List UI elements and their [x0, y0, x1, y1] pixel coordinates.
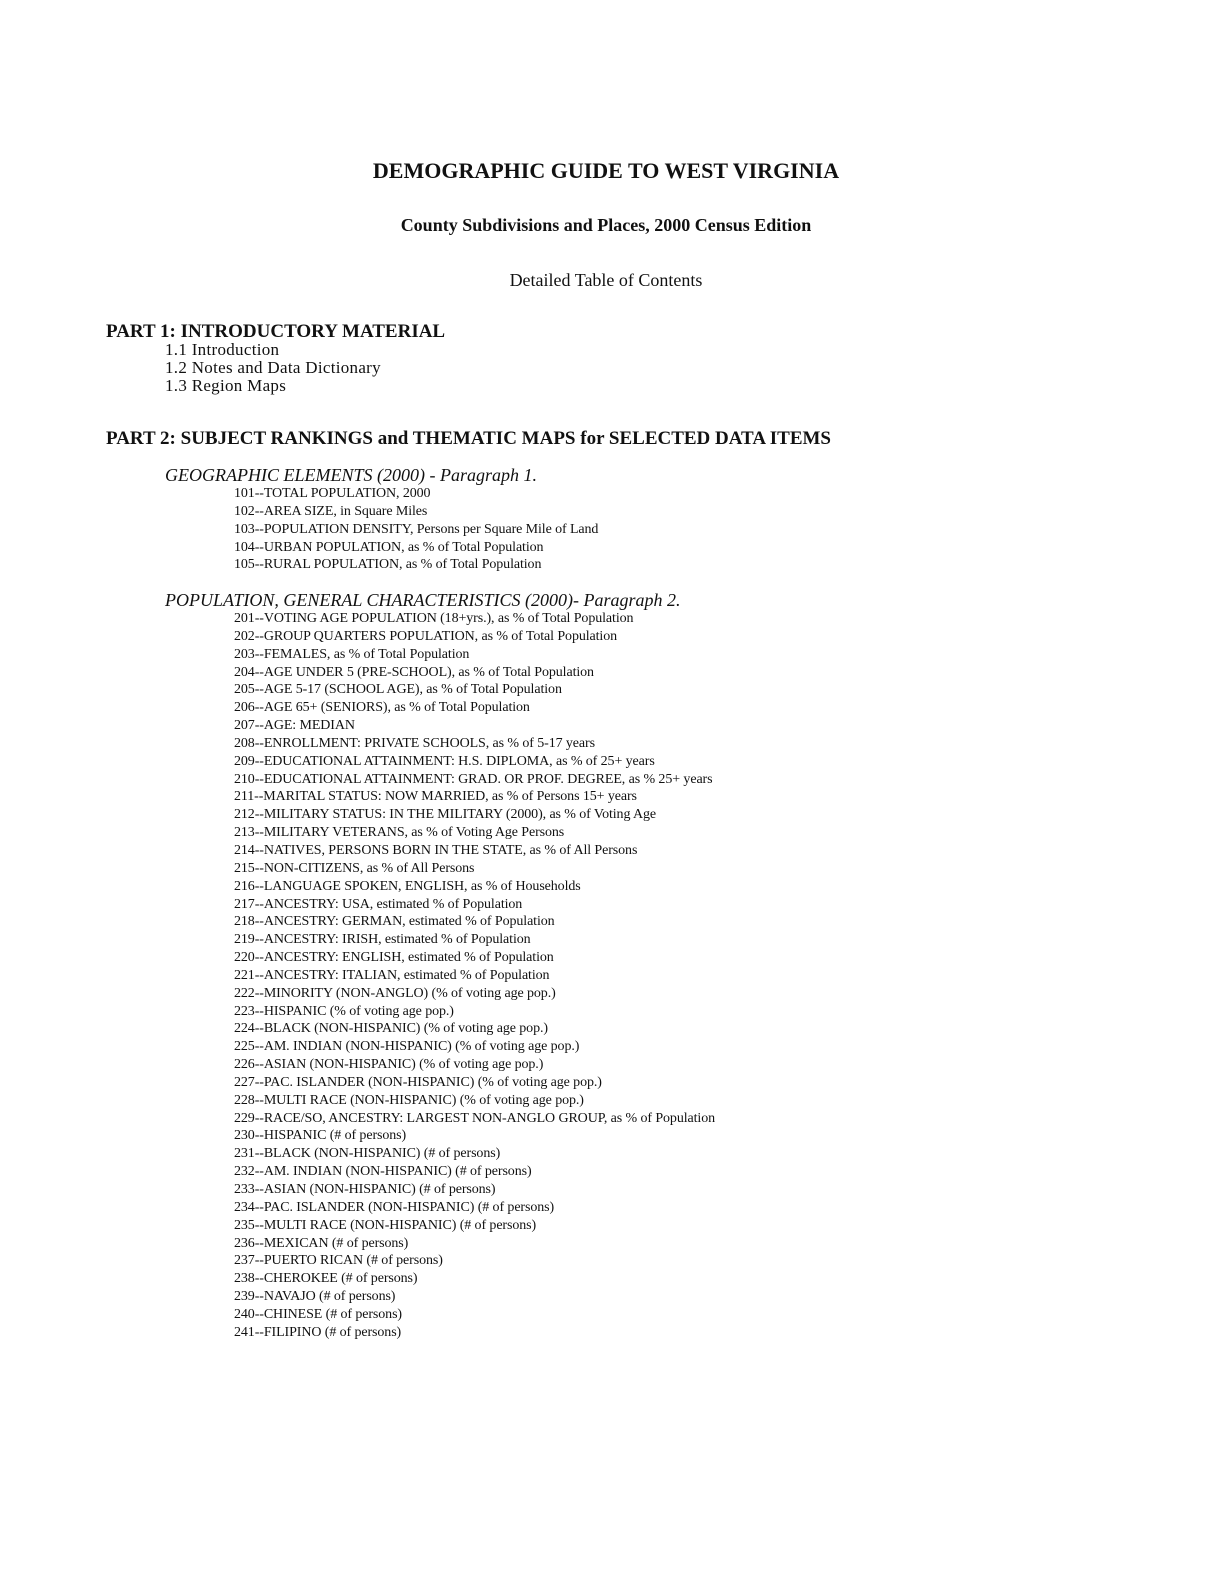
toc-entry: 216--LANGUAGE SPOKEN, ENGLISH, as % of Households — [234, 878, 581, 894]
toc-entry: 236--MEXICAN (# of persons) — [234, 1235, 409, 1251]
toc-entry: 217--ANCESTRY: USA, estimated % of Population — [234, 896, 523, 912]
toc-entry: 239--NAVAJO (# of persons) — [234, 1289, 396, 1305]
toc-entry: 237--PUERTO RICAN (# of persons) — [234, 1253, 443, 1269]
toc-entry: 223--HISPANIC (% of voting age pop.) — [234, 1003, 454, 1019]
toc-entry: 235--MULTI RACE (NON-HISPANIC) (# of persons) — [234, 1217, 537, 1233]
toc-entry: 204--AGE UNDER 5 (PRE-SCHOOL), as % of Total Population — [234, 664, 594, 680]
toc-entry: 219--ANCESTRY: IRISH, estimated % of Population — [234, 932, 531, 948]
section-list-geographic — [234, 485, 598, 574]
toc-entry: 229--RACE/SO, ANCESTRY: LARGEST NON-ANGLO GROUP, as % of Population — [234, 1110, 715, 1126]
toc-entry: 224--BLACK (NON-HISPANIC) (% of voting age pop.) — [234, 1021, 548, 1037]
toc-entry: 221--ANCESTRY: ITALIAN, estimated % of Population — [234, 967, 550, 983]
part2-heading: PART 2: SUBJECT RANKINGS and THEMATIC MAPS for SELECTED DATA ITEMS — [106, 428, 831, 449]
section-heading-population: POPULATION, GENERAL CHARACTERISTICS (2000)- Paragraph 2. — [165, 590, 681, 610]
toc-entry: 105--RURAL POPULATION, as % of Total Population — [234, 557, 542, 573]
toc-entry: 102--AREA SIZE, in Square Miles — [234, 503, 428, 519]
document-subtitle: County Subdivisions and Places, 2000 Census Edition — [400, 215, 812, 235]
toc-entry: 213--MILITARY VETERANS, as % of Voting Age Persons — [234, 825, 565, 841]
toc-entry: 201--VOTING AGE POPULATION (18+yrs.), as % of Total Population — [234, 611, 634, 626]
toc-entry: 104--URBAN POPULATION, as % of Total Population — [234, 539, 544, 555]
toc-entry: 212--MILITARY STATUS: IN THE MILITARY (2000), as % of Voting Age — [234, 807, 657, 823]
section-list-population — [234, 610, 715, 1342]
toc-entry: 215--NON-CITIZENS, as % of All Persons — [234, 860, 475, 876]
part1-item: 1.3 Region Maps — [165, 376, 287, 395]
toc-entry: 228--MULTI RACE (NON-HISPANIC) (% of voting age pop.) — [234, 1092, 584, 1108]
toc-entry: 203--FEMALES, as % of Total Population — [234, 646, 470, 662]
toc-entry: 218--ANCESTRY: GERMAN, estimated % of Population — [234, 914, 555, 930]
toc-entry: 238--CHEROKEE (# of persons) — [234, 1271, 418, 1287]
toc-entry: 222--MINORITY (NON-ANGLO) (% of voting age pop.) — [234, 985, 556, 1001]
toc-entry: 232--AM. INDIAN (NON-HISPANIC) (# of persons) — [234, 1164, 532, 1180]
toc-entry: 211--MARITAL STATUS: NOW MARRIED, as % of Persons 15+ years — [234, 789, 637, 805]
toc-entry: 202--GROUP QUARTERS POPULATION, as % of Total Population — [234, 628, 618, 644]
toc-entry: 209--EDUCATIONAL ATTAINMENT: H.S. DIPLOMA, as % of 25+ years — [234, 753, 655, 769]
toc-entry: 210--EDUCATIONAL ATTAINMENT: GRAD. OR PROF. DEGREE, as % 25+ years — [234, 771, 713, 787]
part1-heading: PART 1: INTRODUCTORY MATERIAL — [106, 321, 446, 342]
toc-entry: 205--AGE 5-17 (SCHOOL AGE), as % of Total Population — [234, 682, 562, 698]
toc-entry: 220--ANCESTRY: ENGLISH, estimated % of Population — [234, 950, 554, 966]
toc-entry: 208--ENROLLMENT: PRIVATE SCHOOLS, as % of 5-17 years — [234, 735, 595, 751]
section-heading-geographic: GEOGRAPHIC ELEMENTS (2000) - Paragraph 1. — [165, 465, 537, 485]
part1-item: 1.2 Notes and Data Dictionary — [165, 358, 381, 377]
toc-entry: 206--AGE 65+ (SENIORS), as % of Total Population — [234, 700, 530, 716]
part1-item: 1.1 Introduction — [165, 340, 280, 359]
toc-entry: 234--PAC. ISLANDER (NON-HISPANIC) (# of persons) — [234, 1199, 555, 1215]
document-title: DEMOGRAPHIC GUIDE TO WEST VIRGINIA — [372, 158, 840, 183]
toc-entry: 101--TOTAL POPULATION, 2000 — [234, 486, 431, 501]
toc-entry: 231--BLACK (NON-HISPANIC) (# of persons) — [234, 1146, 501, 1162]
toc-entry: 225--AM. INDIAN (NON-HISPANIC) (% of voting age pop.) — [234, 1039, 580, 1055]
toc-entry: 227--PAC. ISLANDER (NON-HISPANIC) (% of voting age pop.) — [234, 1074, 602, 1090]
toc-entry: 233--ASIAN (NON-HISPANIC) (# of persons) — [234, 1182, 496, 1197]
toc-entry: 103--POPULATION DENSITY, Persons per Square Mile of Land — [234, 521, 599, 537]
toc-entry: 226--ASIAN (NON-HISPANIC) (% of voting age pop.) — [234, 1057, 544, 1073]
part1-list — [165, 341, 381, 395]
toc-entry: 214--NATIVES, PERSONS BORN IN THE STATE, as % of All Persons — [234, 842, 638, 858]
toc-entry: 240--CHINESE (# of persons) — [234, 1306, 402, 1322]
toc-entry: 207--AGE: MEDIAN — [234, 718, 355, 734]
toc-entry: 230--HISPANIC (# of persons) — [234, 1128, 407, 1144]
contents-heading: Detailed Table of Contents — [509, 270, 703, 290]
toc-entry: 241--FILIPINO (# of persons) — [234, 1324, 402, 1340]
